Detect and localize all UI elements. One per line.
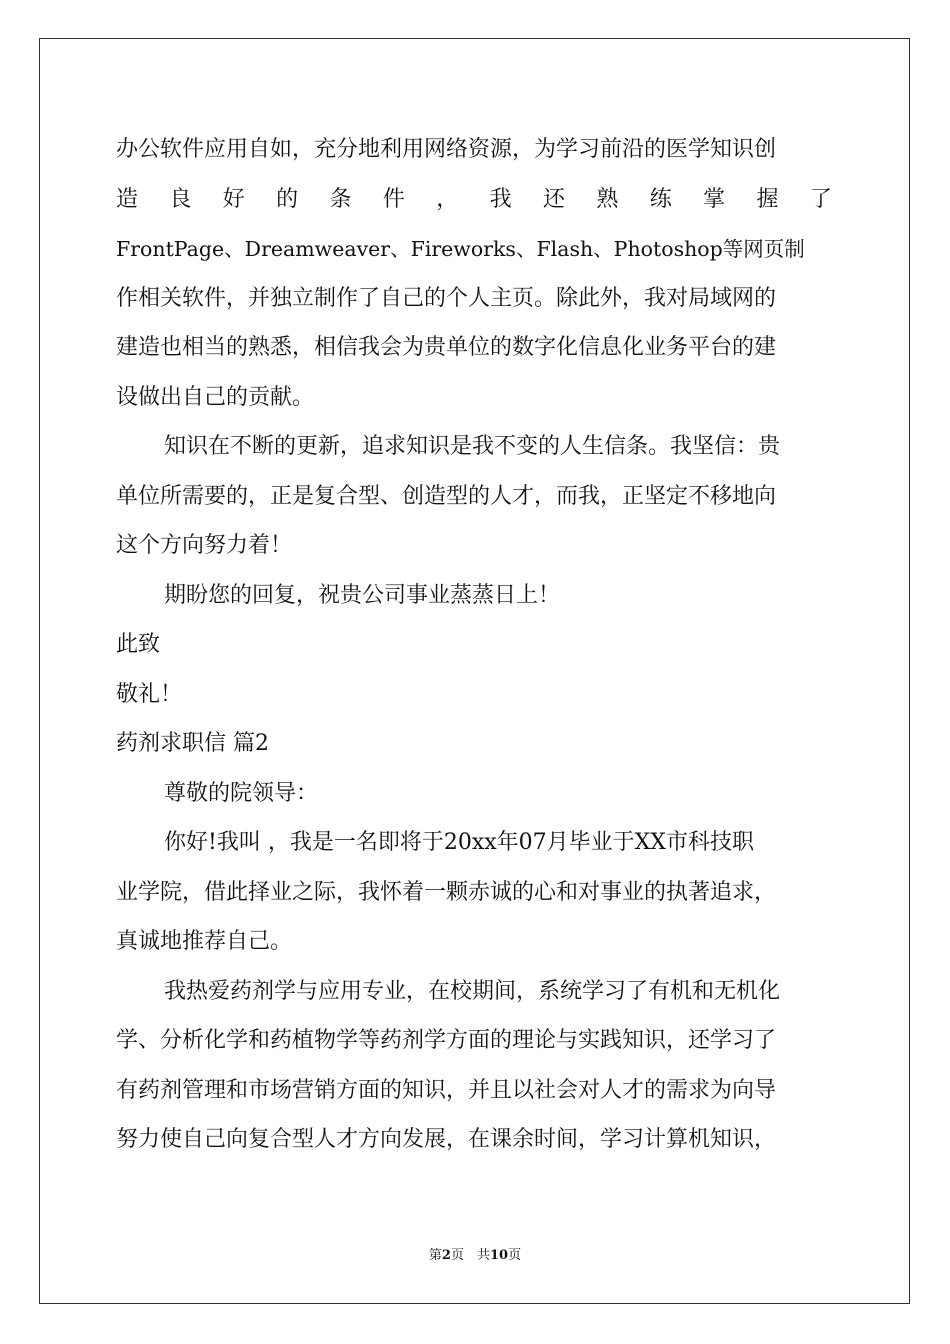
paragraph-line: 这个方向努力着！ [116,533,293,558]
char: 还 [543,186,566,212]
page-suffix: 页 [508,1248,522,1263]
paragraph-line: 单位所需要的，正是复合型、创造型的人才，而我，正坚定不移地向 [116,483,777,509]
document-body [116,130,832,1170]
char: 了 [809,186,832,212]
paragraph-line: 你好!我叫 ，我是一名即将于20xx年07月毕业于XX市科技职 [164,830,754,855]
paragraph-line: 我热爱药剂学与应用专业，在校期间，系统学习了有机和无机化 [164,978,781,1004]
paragraph-line: 作相关软件，并独立制作了自己的个人主页。除此外，我对局域网的 [116,285,777,311]
page-mid: 页 共 [450,1248,490,1263]
section-heading: 药剂求职信 篇2 [116,731,269,756]
paragraph-line: 建造也相当的熟悉，相信我会为贵单位的数字化信息化业务平台的建 [116,335,777,360]
page-footer [0,1244,950,1263]
paragraph-line: 知识在不断的更新，追求知识是我不变的人生信条。我坚信：贵 [164,434,781,459]
char: 握 [756,186,779,212]
char: ， [436,186,459,212]
paragraph-line: 业学院，借此择业之际，我怀着一颗赤诚的心和对事业的执著追求， [116,879,777,905]
page-prefix: 第 [428,1248,442,1263]
paragraph-line: 努力使自己向复合型人才方向发展，在课余时间，学习计算机知识， [116,1127,777,1152]
page-total: 10 [489,1248,509,1263]
paragraph-line: 办公软件应用自如，充分地利用网络资源，为学习前沿的医学知识创 [116,137,777,162]
closing-line: 敬礼！ [116,681,183,707]
char: 好 [222,186,245,212]
page-number: 2 [441,1248,451,1263]
char: 的 [276,186,299,212]
paragraph-line: 设做出自己的贡献。 [116,384,315,410]
paragraph-line: 有药剂管理和市场营销方面的知识，并且以社会对人才的需求为向导 [116,1077,777,1103]
char: 练 [649,186,672,212]
char: 掌 [703,186,726,212]
paragraph-line: 真诚地推荐自己。 [116,929,293,954]
char: 熟 [596,186,619,212]
char: 我 [489,186,512,212]
justified-line [116,180,832,230]
paragraph-line: 学、分析化学和药植物学等药剂学方面的理论与实践知识，还学习了 [116,1028,777,1053]
char: 条 [329,186,352,212]
paragraph-line: FrontPage、Dreamweaver、Fireworks、Flash、Photoshop等网页制 [116,237,805,261]
salutation: 尊敬的院领导： [164,780,319,806]
char: 良 [169,186,192,212]
char: 件 [382,186,405,212]
closing-line: 此致 [116,632,161,657]
char: 造 [116,186,139,212]
paragraph-line: 期盼您的回复，祝贵公司事业蒸蒸日上！ [164,582,561,608]
